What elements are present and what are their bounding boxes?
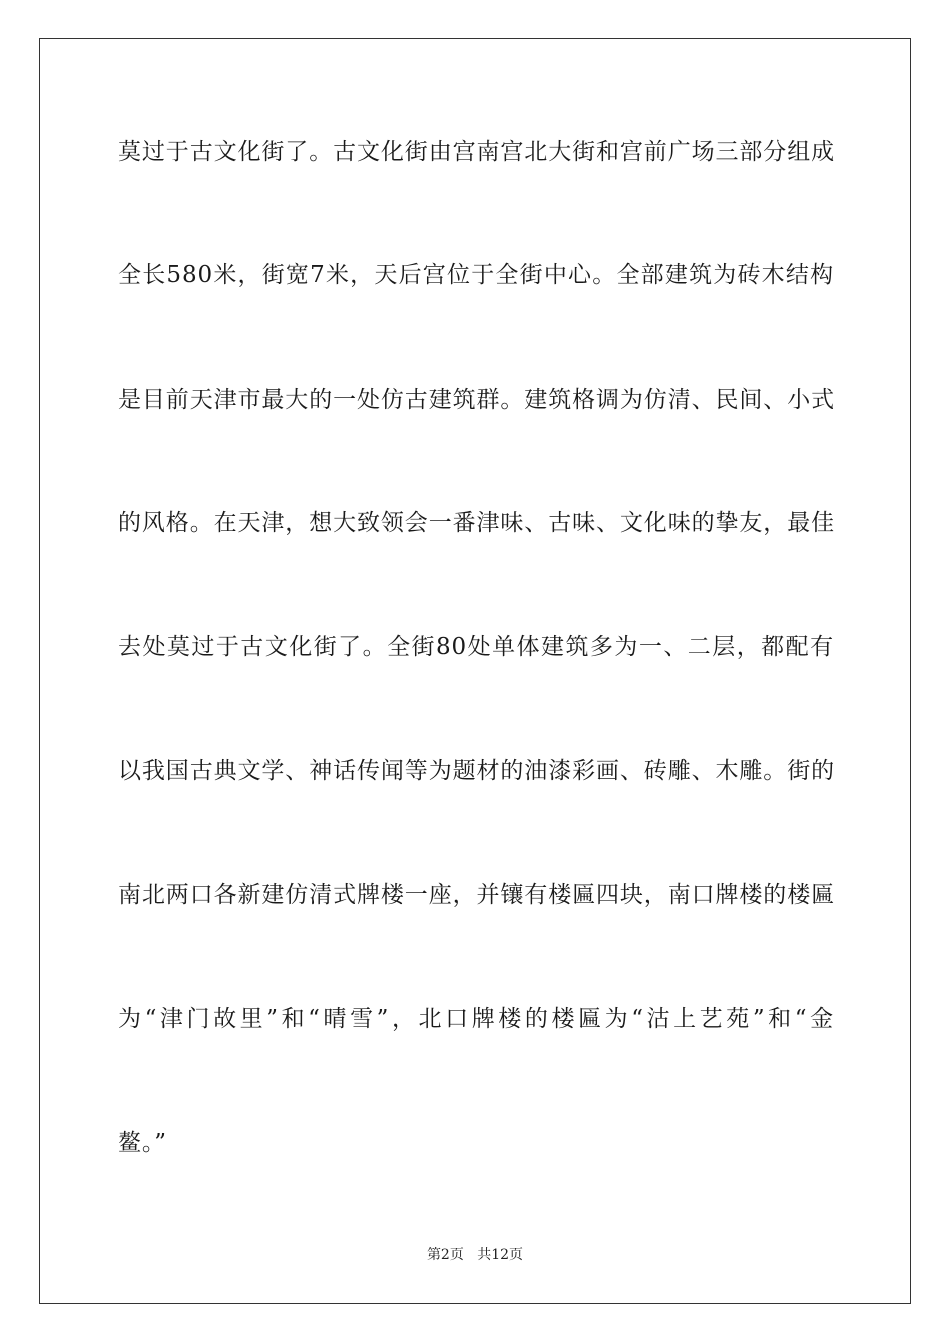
text-line: 莫过于古文化街了。古文化街由宫南宫北大街和宫前广场三部分组成 bbox=[118, 139, 835, 165]
page-total: 共12页 bbox=[477, 1247, 524, 1263]
text-line: 是目前天津市最大的一处仿古建筑群。建筑格调为仿清、民间、小式 bbox=[118, 387, 835, 413]
page-border bbox=[39, 38, 911, 1304]
text-line: 去处莫过于古文化街了。全街80处单体建筑多为一、二层，都配有 bbox=[118, 634, 834, 660]
page-number: 第2页 bbox=[426, 1247, 464, 1263]
text-line: 以我国古典文学、神话传闻等为题材的油漆彩画、砖雕、木雕。街的 bbox=[118, 758, 835, 784]
page-footer bbox=[0, 1245, 950, 1265]
text-line: 的风格。在天津，想大致领会一番津味、古味、文化味的挚友，最佳 bbox=[118, 510, 835, 536]
text-line: 为“津门故里”和“晴雪”，北口牌楼的楼匾为“沽上艺苑”和“金 bbox=[118, 1006, 834, 1032]
text-line: 鳌。” bbox=[118, 1130, 167, 1156]
text-line: 南北两口各新建仿清式牌楼一座，并镶有楼匾四块，南口牌楼的楼匾 bbox=[118, 882, 835, 908]
text-line: 全长580米，街宽7米，天后宫位于全街中心。全部建筑为砖木结构 bbox=[118, 262, 834, 288]
